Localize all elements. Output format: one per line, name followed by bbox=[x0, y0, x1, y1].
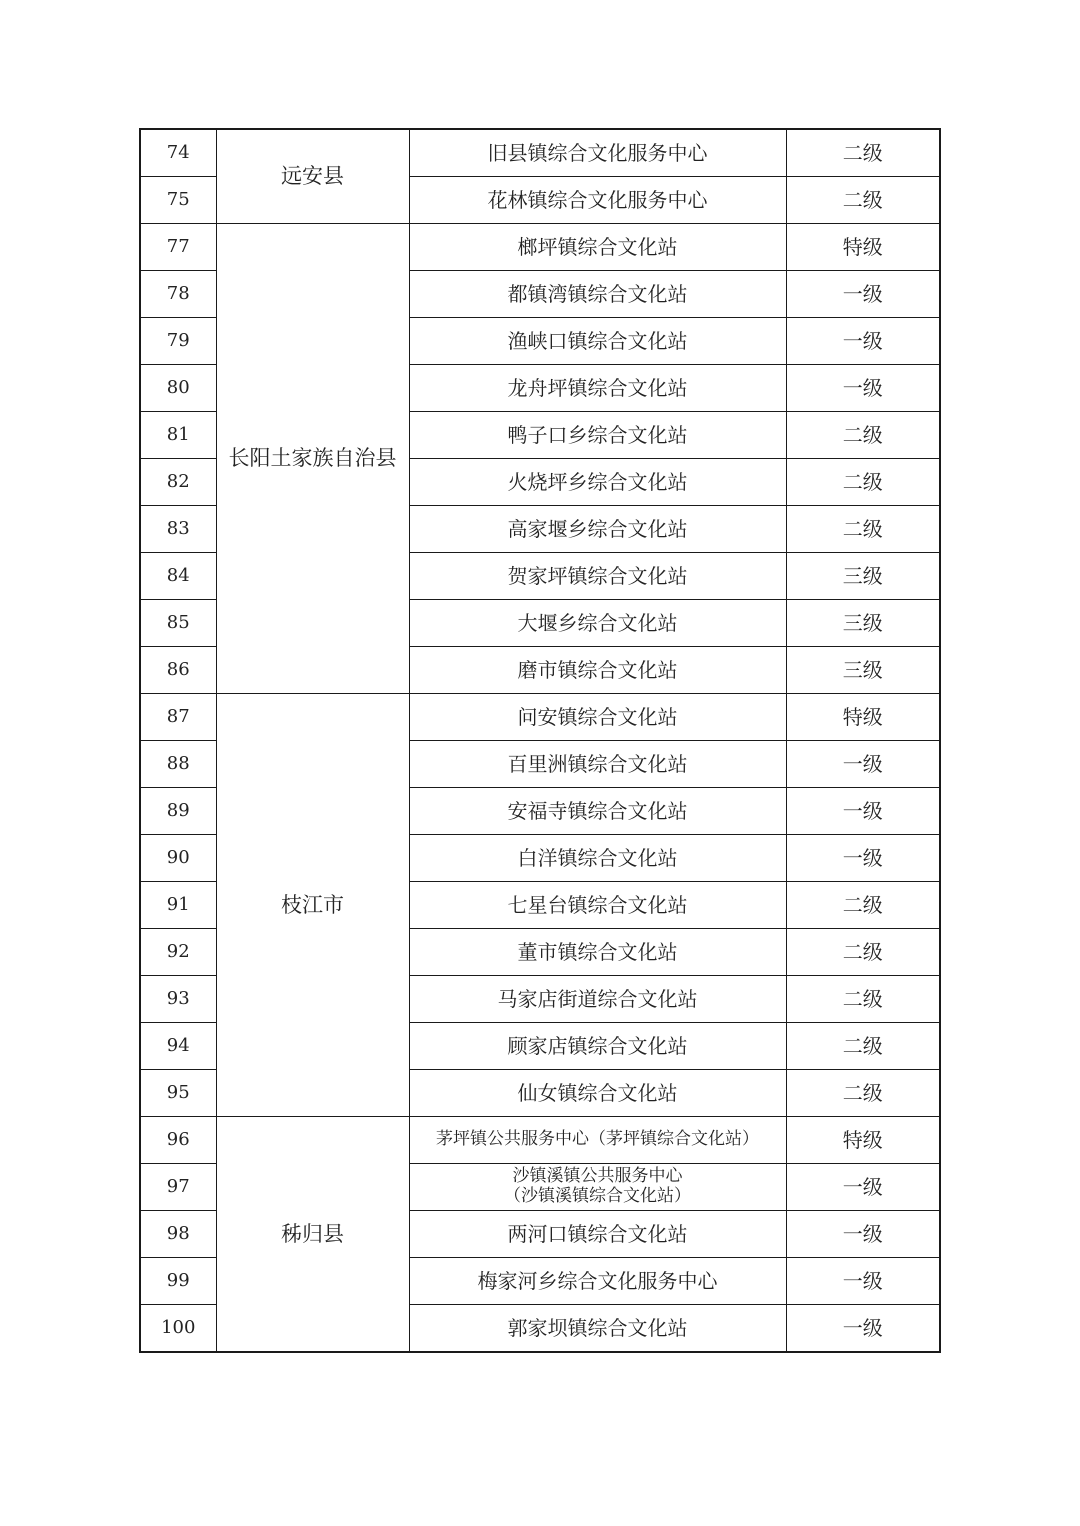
rating-level: 一级 bbox=[786, 271, 940, 318]
station-name-cell bbox=[409, 835, 786, 882]
station-name-cell bbox=[409, 365, 786, 412]
row-number: 88 bbox=[140, 741, 216, 788]
rating-level: 三级 bbox=[786, 600, 940, 647]
row-number: 90 bbox=[140, 835, 216, 882]
station-name-cell bbox=[409, 741, 786, 788]
row-number: 100 bbox=[140, 1305, 216, 1353]
station-name: 龙舟坪镇综合文化站 bbox=[507, 375, 688, 400]
station-name-cell bbox=[409, 1211, 786, 1258]
station-name-cell bbox=[409, 1305, 786, 1353]
station-name-cell bbox=[409, 224, 786, 271]
station-name-cell bbox=[409, 1164, 786, 1211]
row-number: 85 bbox=[140, 600, 216, 647]
station-name: 马家店街道综合文化站 bbox=[497, 986, 698, 1011]
station-name-cell bbox=[409, 1258, 786, 1305]
county-cell: 秭归县 bbox=[216, 1117, 409, 1353]
station-name-cell bbox=[409, 976, 786, 1023]
row-number: 93 bbox=[140, 976, 216, 1023]
row-number: 83 bbox=[140, 506, 216, 553]
station-name-cell bbox=[409, 694, 786, 741]
row-number: 99 bbox=[140, 1258, 216, 1305]
station-name: 渔峡口镇综合文化站 bbox=[507, 328, 688, 353]
station-name: 茅坪镇公共服务中心（茅坪镇综合文化站） bbox=[436, 1129, 759, 1150]
rating-level: 二级 bbox=[786, 129, 940, 177]
station-name: 郭家坝镇综合文化站 bbox=[507, 1315, 688, 1340]
row-number: 75 bbox=[140, 177, 216, 224]
rating-level: 二级 bbox=[786, 459, 940, 506]
station-name: 安福寺镇综合文化站 bbox=[507, 798, 688, 823]
station-name: 白洋镇综合文化站 bbox=[517, 845, 678, 870]
row-number: 86 bbox=[140, 647, 216, 694]
row-number: 91 bbox=[140, 882, 216, 929]
county-cell: 长阳土家族自治县 bbox=[216, 224, 409, 694]
county-cell: 远安县 bbox=[216, 129, 409, 224]
station-name: 两河口镇综合文化站 bbox=[507, 1221, 688, 1246]
station-name-cell bbox=[409, 1117, 786, 1164]
row-number: 81 bbox=[140, 412, 216, 459]
rating-level: 一级 bbox=[786, 1164, 940, 1211]
station-name: 大堰乡综合文化站 bbox=[517, 610, 678, 635]
rating-level: 一级 bbox=[786, 1305, 940, 1353]
rating-level: 一级 bbox=[786, 788, 940, 835]
station-name: 榔坪镇综合文化站 bbox=[517, 234, 678, 259]
station-name-cell bbox=[409, 318, 786, 365]
station-name: 鸭子口乡综合文化站 bbox=[507, 422, 688, 447]
row-number: 87 bbox=[140, 694, 216, 741]
station-name-cell bbox=[409, 129, 786, 177]
rating-level: 二级 bbox=[786, 1023, 940, 1070]
row-number: 77 bbox=[140, 224, 216, 271]
station-name: 梅家河乡综合文化服务中心 bbox=[477, 1268, 718, 1293]
row-number: 92 bbox=[140, 929, 216, 976]
row-number: 80 bbox=[140, 365, 216, 412]
station-name: 高家堰乡综合文化站 bbox=[507, 516, 688, 541]
station-name-cell bbox=[409, 882, 786, 929]
table-row bbox=[140, 1117, 940, 1164]
station-name: 七星台镇综合文化站 bbox=[507, 892, 688, 917]
rating-level: 一级 bbox=[786, 1258, 940, 1305]
station-name: 花林镇综合文化服务中心 bbox=[487, 187, 708, 212]
rating-level: 特级 bbox=[786, 694, 940, 741]
rating-level: 一级 bbox=[786, 741, 940, 788]
station-name-cell bbox=[409, 1023, 786, 1070]
station-name: 旧县镇综合文化服务中心 bbox=[487, 140, 708, 165]
rating-level: 特级 bbox=[786, 224, 940, 271]
station-name-cell bbox=[409, 459, 786, 506]
station-name: （沙镇溪镇综合文化站） bbox=[504, 1186, 691, 1206]
rating-level: 一级 bbox=[786, 365, 940, 412]
row-number: 96 bbox=[140, 1117, 216, 1164]
rating-level: 二级 bbox=[786, 929, 940, 976]
row-number: 84 bbox=[140, 553, 216, 600]
station-name: 火烧坪乡综合文化站 bbox=[507, 469, 688, 494]
row-number: 79 bbox=[140, 318, 216, 365]
row-number: 89 bbox=[140, 788, 216, 835]
rating-level: 一级 bbox=[786, 835, 940, 882]
station-name-cell bbox=[409, 506, 786, 553]
station-name: 沙镇溪镇公共服务中心 bbox=[512, 1166, 683, 1187]
station-name-cell bbox=[409, 412, 786, 459]
row-number: 78 bbox=[140, 271, 216, 318]
station-name-cell bbox=[409, 600, 786, 647]
rating-level: 二级 bbox=[786, 882, 940, 929]
station-name: 贺家坪镇综合文化站 bbox=[507, 563, 688, 588]
table-row bbox=[140, 694, 940, 741]
table-row bbox=[140, 224, 940, 271]
station-name-cell bbox=[409, 647, 786, 694]
station-name-cell bbox=[409, 177, 786, 224]
station-name-cell bbox=[409, 1070, 786, 1117]
rating-level: 三级 bbox=[786, 647, 940, 694]
row-number: 95 bbox=[140, 1070, 216, 1117]
rating-level: 二级 bbox=[786, 1070, 940, 1117]
station-name: 都镇湾镇综合文化站 bbox=[507, 281, 688, 306]
station-name: 问安镇综合文化站 bbox=[517, 704, 678, 729]
station-name: 董市镇综合文化站 bbox=[517, 939, 678, 964]
row-number: 82 bbox=[140, 459, 216, 506]
table-row bbox=[140, 129, 940, 177]
row-number: 74 bbox=[140, 129, 216, 177]
rating-level: 特级 bbox=[786, 1117, 940, 1164]
row-number: 98 bbox=[140, 1211, 216, 1258]
county-cell: 枝江市 bbox=[216, 694, 409, 1117]
station-name-cell bbox=[409, 788, 786, 835]
rating-level: 三级 bbox=[786, 553, 940, 600]
station-name: 仙女镇综合文化站 bbox=[517, 1080, 678, 1105]
rating-level: 二级 bbox=[786, 412, 940, 459]
station-name: 顾家店镇综合文化站 bbox=[507, 1033, 688, 1058]
row-number: 94 bbox=[140, 1023, 216, 1070]
station-name-cell bbox=[409, 271, 786, 318]
station-name: 百里洲镇综合文化站 bbox=[507, 751, 688, 776]
station-rating-table bbox=[139, 128, 941, 1353]
station-name: 磨市镇综合文化站 bbox=[517, 657, 678, 682]
rating-level: 一级 bbox=[786, 1211, 940, 1258]
rating-level: 二级 bbox=[786, 976, 940, 1023]
rating-level: 二级 bbox=[786, 177, 940, 224]
rating-level: 二级 bbox=[786, 506, 940, 553]
row-number: 97 bbox=[140, 1164, 216, 1211]
station-name-cell bbox=[409, 553, 786, 600]
table-body bbox=[140, 129, 940, 1352]
rating-level: 一级 bbox=[786, 318, 940, 365]
station-name-cell bbox=[409, 929, 786, 976]
